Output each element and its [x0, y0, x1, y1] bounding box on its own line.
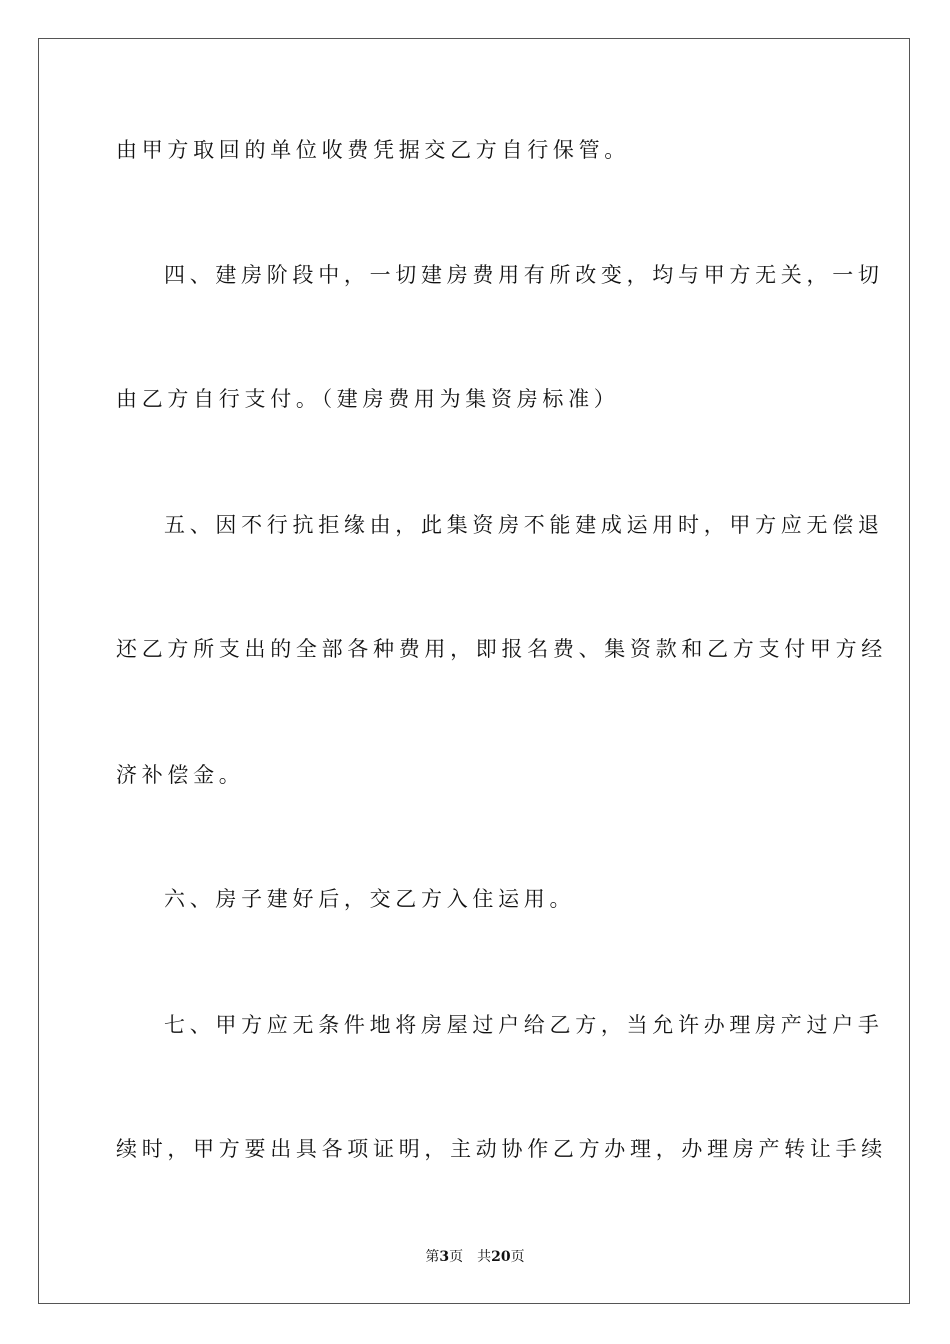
page-border: [38, 38, 910, 1304]
body-text-line-8: 七、甲方应无条件地将房屋过户给乙方，当允许办理房产过户手: [164, 1013, 884, 1037]
body-text-line-4: 五、因不行抗拒缘由，此集资房不能建成运用时，甲方应无偿退: [164, 513, 884, 537]
total-suffix: 页: [510, 1249, 525, 1265]
page-prefix: 第: [425, 1249, 440, 1265]
body-text-line-1: 由甲方取回的单位收费凭据交乙方自行保管。: [116, 138, 630, 162]
page-suffix: 页: [449, 1249, 464, 1265]
body-text-line-9: 续时，甲方要出具各项证明，主动协作乙方办理，办理房产转让手续: [116, 1137, 887, 1161]
page-number: 3: [439, 1249, 450, 1265]
page-footer: [0, 1246, 950, 1266]
body-text-line-3: 由乙方自行支付。（建房费用为集资房标准）: [116, 387, 620, 411]
body-text-line-5: 还乙方所支出的全部各种费用，即报名费、集资款和乙方支付甲方经: [116, 637, 887, 661]
body-text-line-7: 六、房子建好后，交乙方入住运用。: [164, 887, 576, 911]
body-text-line-2: 四、建房阶段中，一切建房费用有所改变，均与甲方无关，一切: [164, 263, 884, 287]
total-prefix: 共: [477, 1249, 492, 1265]
body-text-line-6: 济补偿金。: [116, 763, 245, 787]
total-pages: 20: [491, 1249, 511, 1265]
